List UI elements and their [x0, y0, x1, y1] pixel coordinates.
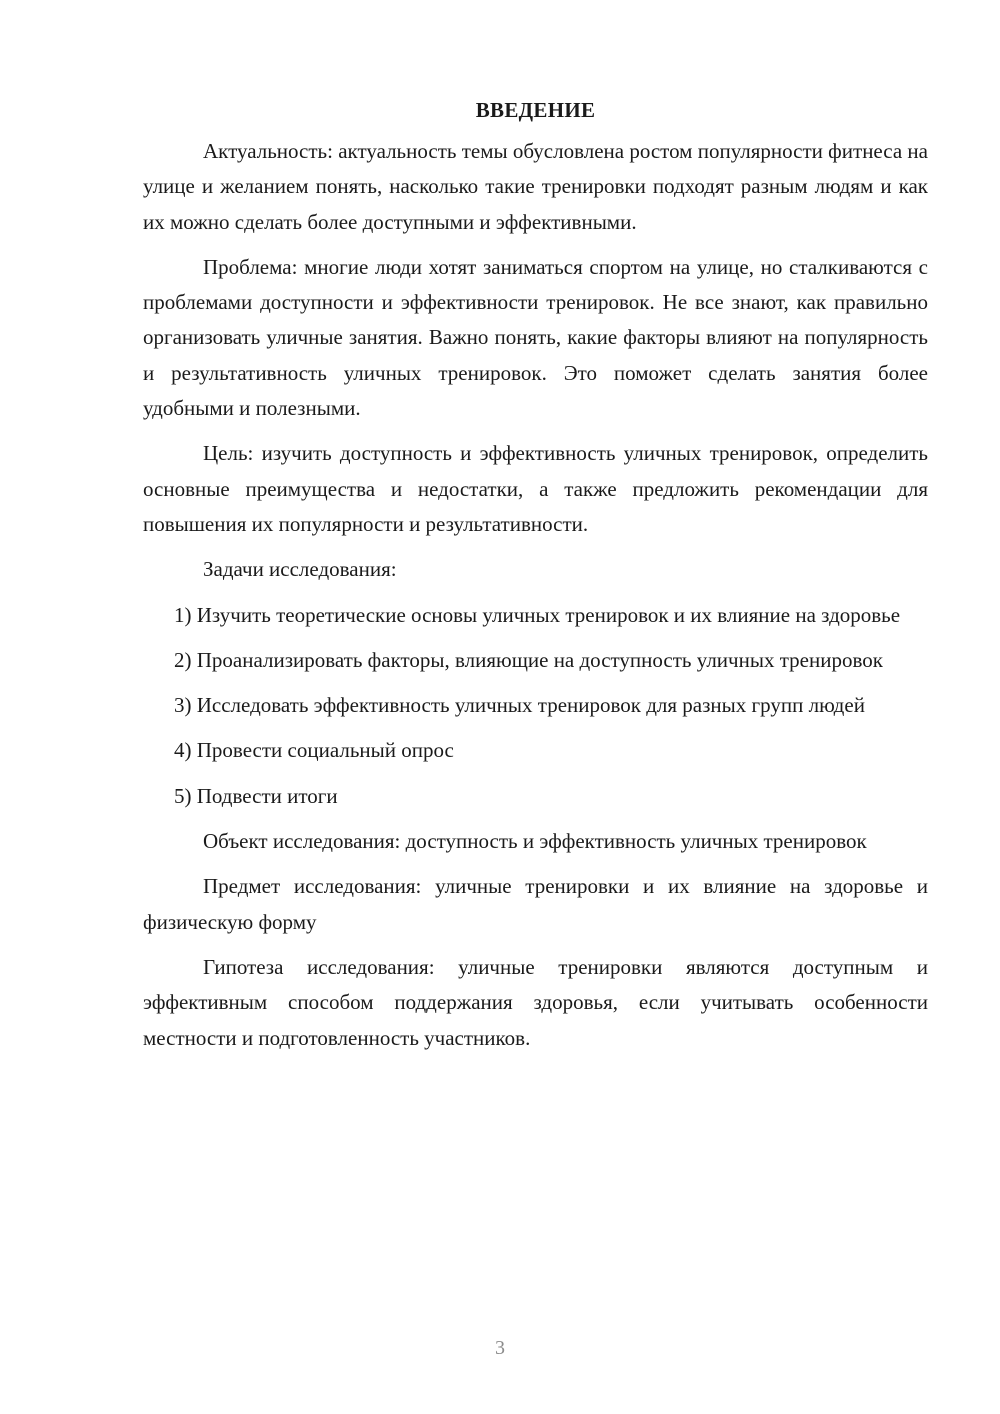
page-content: [143, 92, 928, 1066]
page-number: 3: [495, 1337, 505, 1359]
paragraph-relevance: Актуальность: актуальность темы обусловлена ростом популярности фитнеса на улице и желанием понять, насколько такие тренировки подходят разным людям и как их можно сделать более доступными и эффективными.: [143, 139, 928, 234]
list-item-task-4: 4) Провести социальный опрос: [174, 738, 454, 763]
paragraph-hypothesis: Гипотеза исследования: уличные тренировки являются доступным и эффективным способом поддержания здоровья, если учитывать особенности местности и подготовленность участников.: [143, 954, 928, 1050]
paragraph-tasks-heading: Задачи исследования:: [203, 557, 397, 582]
section-heading: ВВЕДЕНИЕ: [475, 98, 596, 122]
paragraph-problem: Проблема: многие люди хотят заниматься спортом на улице, но сталкиваются с проблемами доступности и эффективности тренировок. Не все знают, как правильно организовать уличные занятия. Важно понять, какие факторы влияют на популярность и результативность уличных тренировок. Это поможет сделать занятия более удобными и полезными.: [143, 254, 928, 421]
list-item-task-3: 3) Исследовать эффективность уличных тренировок для разных групп людей: [174, 693, 865, 718]
list-item-task-1: 1) Изучить теоретические основы уличных тренировок и их влияние на здоровье: [174, 602, 901, 627]
paragraph-object: Объект исследования: доступность и эффективность уличных тренировок: [203, 829, 867, 854]
list-item-task-2: 2) Проанализировать факторы, влияющие на доступность уличных тренировок: [174, 647, 883, 672]
paragraph-subject: Предмет исследования: уличные тренировки и их влияние на здоровье и физическую форму: [143, 874, 928, 934]
list-item-task-5: 5) Подвести итоги: [174, 783, 338, 808]
paragraph-goal: Цель: изучить доступность и эффективность уличных тренировок, определить основные преимущества и недостатки, а также предложить рекомендации для повышения их популярности и результативности.: [143, 441, 928, 536]
